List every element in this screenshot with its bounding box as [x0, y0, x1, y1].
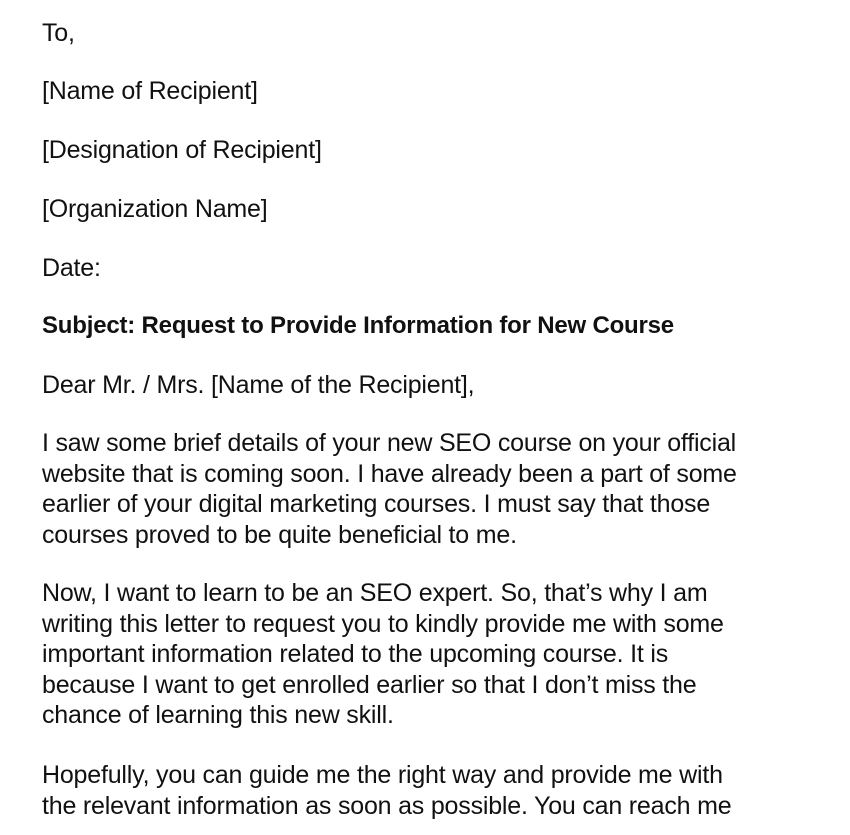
paragraph-line: Now, I want to learn to be an SEO expert. So, that’s why I am [42, 579, 708, 607]
paragraph-line: the relevant information as soon as possible. You can reach me [42, 791, 732, 820]
organization-name: [Organization Name] [42, 195, 268, 223]
subject-line: Subject: Request to Provide Information for New Course [42, 312, 674, 339]
paragraph-line: writing this letter to request you to kindly provide me with some [42, 609, 724, 638]
paragraph-1 [42, 428, 842, 550]
paragraph-line: earlier of your digital marketing courses. I must say that those [42, 490, 711, 518]
recipient-designation: [Designation of Recipient] [42, 136, 322, 164]
paragraph-line: website that is coming soon. I have already been a part of some [42, 459, 737, 488]
date-label: Date: [42, 254, 101, 282]
greeting: Dear Mr. / Mrs. [Name of the Recipient], [42, 371, 475, 399]
paragraph-line: because I want to get enrolled earlier so that I don’t miss the [42, 670, 697, 699]
paragraph-line: important information related to the upcoming course. It is [42, 640, 669, 668]
recipient-name: [Name of Recipient] [42, 77, 258, 105]
paragraph-line: Hopefully, you can guide me the right way and provide me with [42, 761, 723, 789]
paragraph-2 [42, 578, 842, 731]
paragraph-line: chance of learning this new skill. [42, 701, 394, 729]
paragraph-line: I saw some brief details of your new SEO course on your official [42, 429, 737, 457]
letter-page [42, 0, 842, 835]
paragraph-3 [42, 760, 842, 821]
salutation-to: To, [42, 19, 75, 47]
paragraph-line: courses proved to be quite beneficial to me. [42, 520, 517, 549]
